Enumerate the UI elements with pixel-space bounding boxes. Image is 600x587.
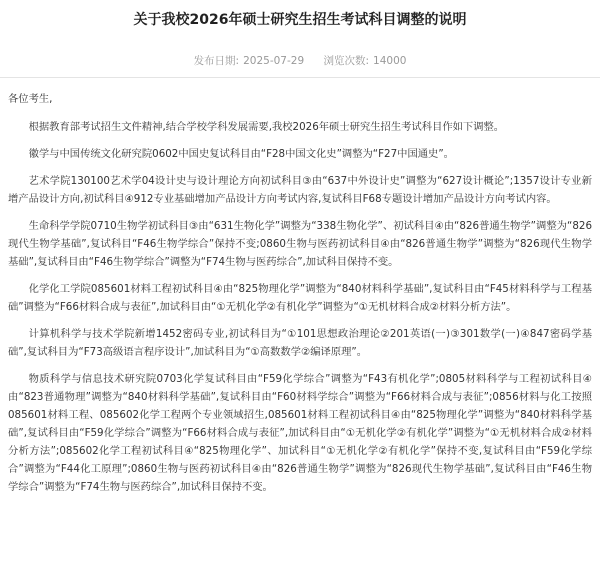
paragraph-materials-science: 物质科学与信息技术研究院0703化学复试科目由“F59化学综合”调整为“F43有机化学”;0805材料科学与工程初试科目④由“823普通物理”调整为“840材料科学基础”,复试科目由“F60材料学综合”调整为“F66材料合成与表征”;0856材料与化工按照085601材料工程、085602化学工程两个专业领域招生,085601材料工程初试科目④由“825物理化学”调整为“840材料科学基础”,复试科目由“F59化学综合”调整为“F66材料合成与表征”,加试科目由“①无机化学②有机化学”调整为“①无机材料合成②材料分析方法”;085602化学工程初试科目④“825物理化学”、加试科目“①无机化学②有机化学”保持不变,复试科目由“F59化学综合”调整为“F44化工原理”;0860生物与医药初试科目④由“826普通生物学”调整为“826现代生物学基础”,复试科目由“F46生物学综合”调整为“F74生物与医药综合”,加试科目保持不变。 bbox=[8, 373, 592, 493]
publish-date-value: 2025-07-29 bbox=[243, 55, 305, 67]
publish-date bbox=[194, 54, 305, 68]
article-title: 关于我校2026年硕士研究生招生考试科目调整的说明 bbox=[133, 12, 467, 28]
view-count-label: 浏览次数: bbox=[323, 55, 370, 67]
article-header bbox=[0, 0, 600, 78]
paragraph-art: 艺术学院130100艺术学04设计史与设计理论方向初试科目③由“637中外设计史”调整为“627设计概论”;1357设计专业新增产品设计方向,初试科目④912专业基础增加产品设计方向考试内容,复试科目F68专题设计增加产品设计方向考试内容。 bbox=[8, 175, 592, 205]
paragraph-life-science: 生命科学学院0710生物学初试科目③由“631生物化学”调整为“338生物化学”、初试科目④由“826普通生物学”调整为“826现代生物学基础”,复试科目“F46生物学综合”保持不变;0860生物与医药初试科目④由“826普通生物学”调整为“826现代生物学基础”,复试科目由“F46生物学综合”调整为“F74生物与医药综合”,加试科目保持不变。 bbox=[8, 220, 592, 268]
view-count bbox=[323, 54, 406, 68]
paragraph-intro: 根据教育部考试招生文件精神,结合学校学科发展需要,我校2026年硕士研究生招生考试科目作如下调整。 bbox=[28, 121, 505, 133]
greeting: 各位考生, bbox=[8, 93, 53, 105]
article-meta bbox=[0, 54, 600, 68]
paragraph-chemistry: 化学化工学院085601材料工程初试科目④由“825物理化学”调整为“840材料科学基础”,复试科目由“F45材料科学与工程基础”调整为“F66材料合成与表征”,加试科目由“①无机化学②有机化学”调整为“①无机材料合成②材料分析方法”。 bbox=[8, 283, 592, 313]
article-body bbox=[0, 78, 600, 496]
paragraph-computer-science: 计算机科学与技术学院新增1452密码专业,初试科目为“①101思想政治理论②201英语(一)③301数学(一)④847密码学基础”,复试科目为“F73高级语言程序设计”,加试科目为“①高数数学②编译原理”。 bbox=[8, 328, 592, 358]
publish-date-label: 发布日期: bbox=[193, 55, 240, 67]
view-count-value: 14000 bbox=[373, 55, 407, 67]
paragraph-huixue: 徽学与中国传统文化研究院0602中国史复试科目由“F28中国文化史”调整为“F27中国通史”。 bbox=[28, 148, 454, 160]
